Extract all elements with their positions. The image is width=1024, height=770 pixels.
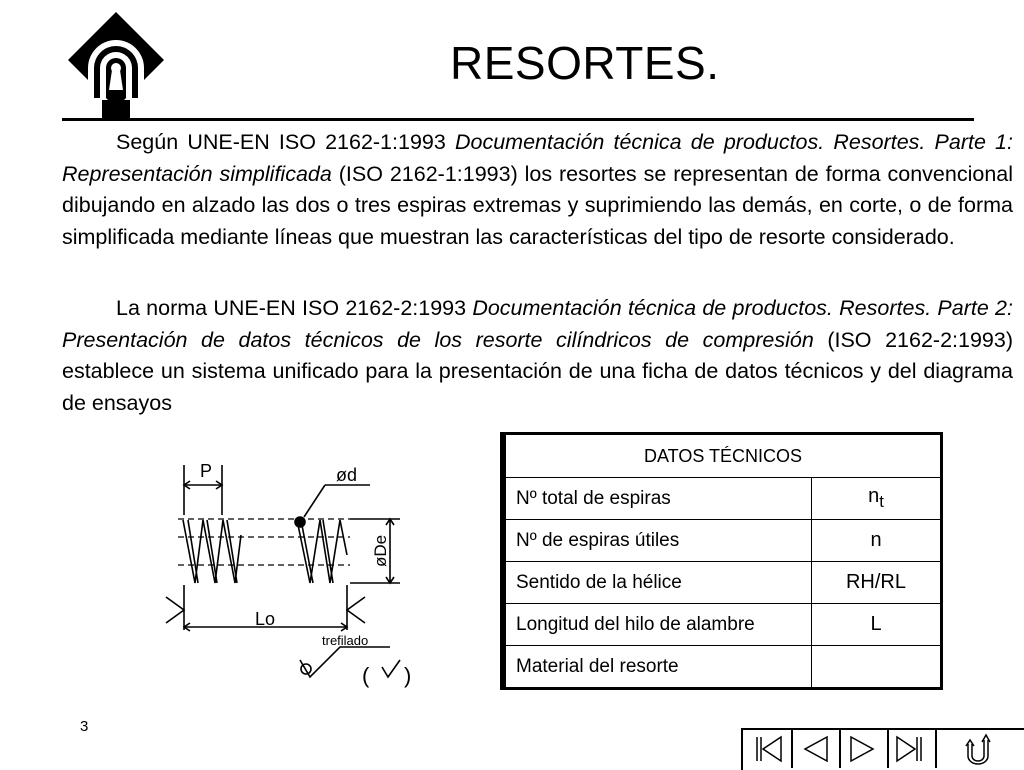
row-symbol: RH/RL: [812, 562, 942, 604]
last-slide-icon: [891, 733, 931, 765]
spring-drawing: [150, 455, 430, 695]
page-title: RESORTES.: [450, 37, 720, 89]
row-label: Sentido de la hélice: [505, 562, 812, 604]
return-button[interactable]: [935, 730, 1024, 768]
table-row: [505, 646, 942, 689]
table-header: DATOS TÉCNICOS: [505, 434, 942, 478]
slide-navigation: [741, 728, 1024, 770]
first-slide-button[interactable]: [743, 730, 793, 768]
row-label: Nº total de espiras: [505, 478, 812, 520]
finish-label: trefilado: [322, 633, 369, 648]
row-symbol: $n_t$: [812, 478, 942, 520]
previous-slide-icon: [795, 733, 835, 765]
table-row: [505, 562, 942, 604]
row-symbol: [812, 646, 942, 689]
row-symbol: L: [812, 604, 942, 646]
previous-slide-button[interactable]: [791, 730, 841, 768]
outer-diameter-label: øDe: [371, 534, 390, 567]
paren-close: ): [404, 663, 412, 688]
table-row: [505, 604, 942, 646]
row-label: Material del resorte: [505, 646, 812, 689]
title-divider: [62, 118, 974, 121]
free-length-label: Lo: [255, 609, 276, 629]
table-row: [505, 520, 942, 562]
return-icon: [960, 732, 1000, 766]
last-slide-button[interactable]: [887, 730, 937, 768]
paragraph-iso-2162-1: Según UNE-EN ISO 2162-1:1993 Documentación técnica de productos. Resortes. Parte 1: Representación simplificada (ISO 2162-1:1993) los resortes se representan de forma convencional dibujando en alzado las dos o tres espiras extremas y suprimiendo las demás, en corte, o de forma simplificada mediante líneas que muestran las características del tipo de resorte considerado.: [62, 130, 1014, 249]
wire-diameter-label: ød: [336, 465, 358, 485]
row-label: Nº de espiras útiles: [505, 520, 812, 562]
next-slide-icon: [843, 733, 883, 765]
page-number: 3: [80, 718, 89, 735]
table-row: [505, 478, 942, 520]
paren-open: (: [362, 663, 370, 688]
row-label: Longitud del hilo de alambre: [505, 604, 812, 646]
technical-data-table: [503, 432, 943, 690]
table-header-row: [505, 434, 942, 478]
next-slide-button[interactable]: [839, 730, 889, 768]
pitch-label: P: [200, 461, 213, 481]
row-symbol: n: [812, 520, 942, 562]
paragraph-iso-2162-2: La norma UNE-EN ISO 2162-2:1993 Documentación técnica de productos. Resortes. Parte 2: Presentación de datos técnicos de los resorte cilíndricos de compresión (ISO 2162-2:1993) establece un sistema unificado para la presentación de una ficha de datos técnicos y del diagrama de ensayos: [62, 296, 1013, 415]
institution-logo: [66, 10, 166, 120]
first-slide-icon: [747, 733, 787, 765]
